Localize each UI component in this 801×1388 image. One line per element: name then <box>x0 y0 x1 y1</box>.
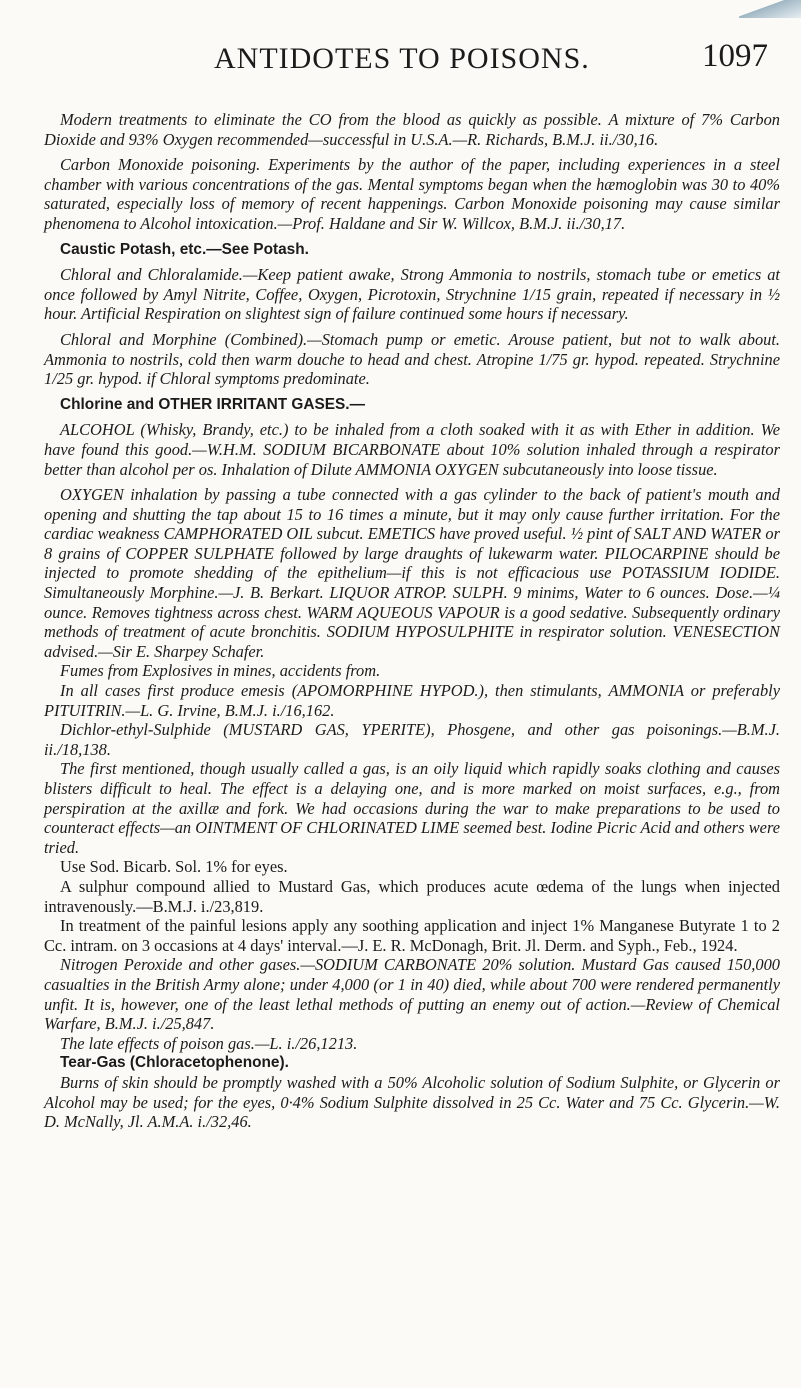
paragraph: Chloral and Morphine (Combined).—Stomach pump or emetic. Arouse patient, but not to walk about. Ammonia to nostrils, cold then warm douche to head and chest. Atropine 1/75 gr. hypod. repeated. Strychnine 1/25 gr. hypod. if Chloral symptoms predominate. <box>44 329 780 389</box>
page-number: 1097 <box>702 38 768 74</box>
entry-heading: Tear-Gas (Chloracetophenone). <box>60 1054 289 1072</box>
page-corner-decoration <box>739 0 801 18</box>
paragraph: In all cases first produce emesis (APOMORPHINE HYPOD.), then stimulants, AMMONIA or preferably PITUITRIN.—L. G. Irvine, B.M.J. i./16,162. <box>44 681 780 720</box>
body-text <box>44 110 780 1132</box>
page-header <box>0 0 801 110</box>
entry-heading: Chlorine and OTHER IRRITANT GASES.— <box>60 395 365 413</box>
paragraph: Burns of skin should be promptly washed with a 50% Alcoholic solution of Sodium Sulphite, or Glycerin or Alcohol may be used; for the eyes, 0·4% Sodium Sulphite dissolved in 25 Cc. Water and 75 Cc. Glycerin.—W. D. McNally, Jl. A.M.A. i./32,46. <box>44 1072 780 1132</box>
paragraph: Carbon Monoxide poisoning. Experiments by the author of the paper, including experiences in a steel chamber with various concentrations of the gas. Mental symptoms began when the hæmoglobin was 30 to 40% saturated, especially loss of memory of recent happenings. Carbon Monoxide poisoning may cause similar phenomena to Alcohol intoxication.—Prof. Haldane and Sir W. Willcox, B.M.J. ii./30,17. <box>44 155 780 233</box>
entry-heading: Fumes from Explosives in mines, accidents from. <box>60 661 381 681</box>
paragraph: Nitrogen Peroxide and other gases.—SODIUM CARBONATE 20% solution. Mustard Gas caused 150,000 casualties in the British Army alone; under 4,000 (or 1 in 40) died, while about 700 were rendered permanently unfit. It is, however, one of the least lethal methods of putting an enemy out of action.—Review of Chemical Warfare, B.M.J. i./25,847. <box>44 955 780 1034</box>
paragraph: A sulphur compound allied to Mustard Gas, which produces acute œdema of the lungs when injected intravenously.—B.M.J. i./23,819. <box>44 876 780 916</box>
paragraph: In treatment of the painful lesions apply any soothing application and inject 1% Manganese Butyrate 1 to 2 Cc. intram. on 3 occasions at 4 days' interval.—J. E. R. McDonagh, Brit. Jl. Derm. and Syph., Feb., 1924. <box>44 916 780 955</box>
running-head: ANTIDOTES TO POISONS. <box>214 42 590 75</box>
paragraph: The late effects of poison gas.—L. i./26,1213. <box>60 1033 358 1053</box>
entry-heading: Dichlor-ethyl-Sulphide (MUSTARD GAS, YPERITE), Phosgene, and other gas poisonings.—B.M.J. ii./18,138. <box>44 720 780 759</box>
entry-heading: Caustic Potash, etc.—See Potash. <box>60 240 309 258</box>
paragraph: Use Sod. Bicarb. Sol. 1% for eyes. <box>60 857 288 877</box>
paragraph: The first mentioned, though usually called a gas, is an oily liquid which rapidly soaks clothing and causes blisters difficult to heal. The effect is a delaying one, and is more marked on moist surfaces, e.g., from perspiration at the axillæ and fork. We had occasions during the war to make preparations to be used to counteract effects—an OINTMENT OF CHLORINATED LIME seemed best. Iodine Picric Acid and others were tried. <box>44 759 780 857</box>
paragraph: OXYGEN inhalation by passing a tube connected with a gas cylinder to the back of patient's mouth and opening and shutting the tap about 15 to 16 times a minute, but it may only cause further irritation. For the cardiac weakness CAMPHORATED OIL subcut. EMETICS have proved useful. ½ pint of SALT AND WATER or 8 grains of COPPER SULPHATE followed by large draughts of lukewarm water. PILOCARPINE should be injected to promote shedding of the epithelium—if this is not efficacious use POTASSIUM IODIDE. Simultaneously Morphine.—J. B. Berkart. LIQUOR ATROP. SULPH. 9 minims, Water to 6 ounces. Dose.—¼ ounce. Removes tightness across chest. WARM AQUEOUS VAPOUR is a good sedative. Subsequently ordinary methods of treatment of acute bronchitis. SODIUM HYPOSULPHITE in respirator solution. VENESECTION advised.—Sir E. Sharpey Schafer. <box>44 485 780 661</box>
paragraph: ALCOHOL (Whisky, Brandy, etc.) to be inhaled from a cloth soaked with it as with Ether in addition. We have found this good.—W.H.M. SODIUM BICARBONATE about 10% solution inhaled through a respirator better than alcohol per os. Inhalation of Dilute AMMONIA OXYGEN subcutaneously into loose tissue. <box>44 420 780 479</box>
paragraph: Modern treatments to eliminate the CO from the blood as quickly as possible. A mixture of 7% Carbon Dioxide and 93% Oxygen recommended—successful in U.S.A.—R. Richards, B.M.J. ii./30,16. <box>44 110 780 149</box>
paragraph: Chloral and Chloralamide.—Keep patient awake, Strong Ammonia to nostrils, stomach tube or emetics at once followed by Amyl Nitrite, Coffee, Oxygen, Picrotoxin, Strychnine 1/15 grain, repeated if necessary in ½ hour. Artificial Respiration on slightest sign of failure continued some hours if necessary. <box>44 265 780 324</box>
